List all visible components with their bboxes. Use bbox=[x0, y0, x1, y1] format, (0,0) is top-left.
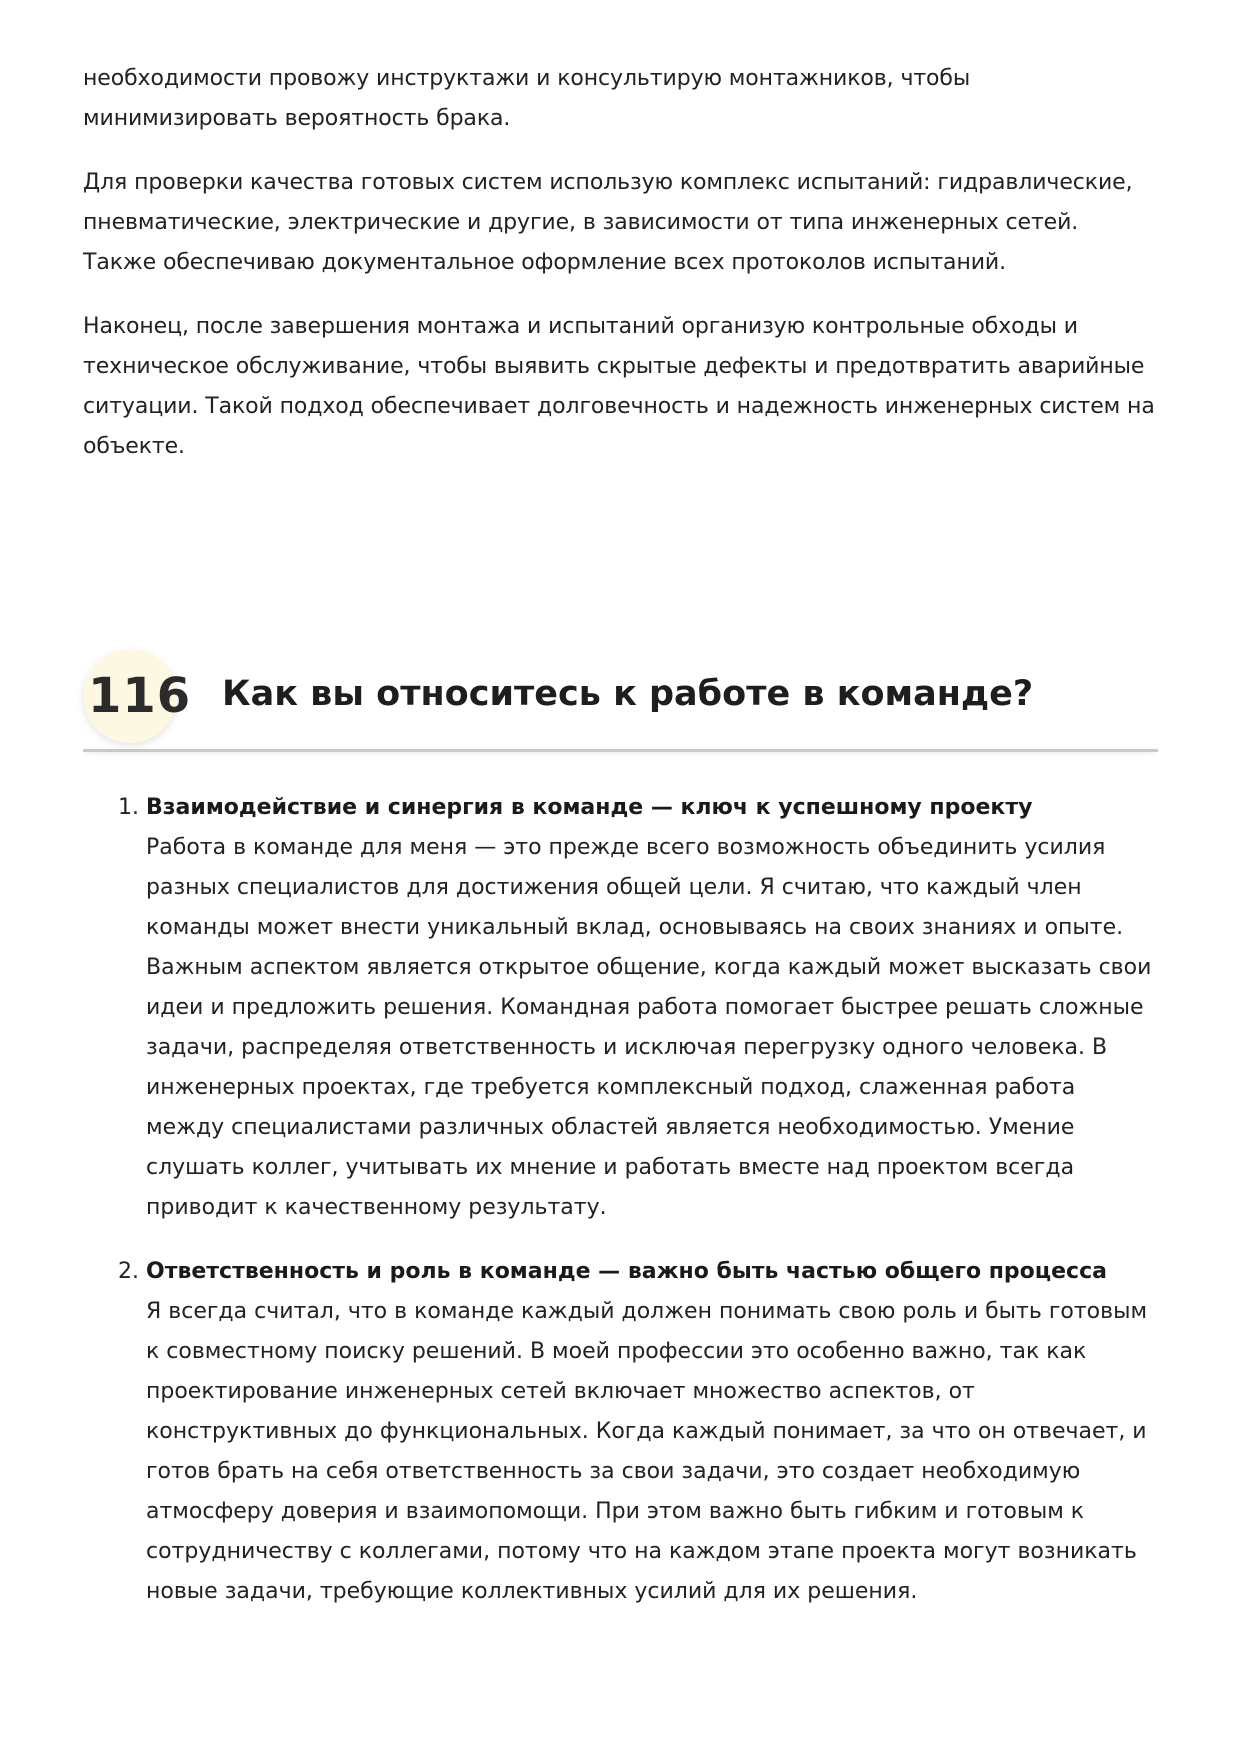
answer-number: 2. bbox=[118, 1259, 139, 1284]
answer-item bbox=[83, 788, 1158, 1228]
question-number-badge bbox=[83, 649, 192, 743]
answer-number: 1. bbox=[118, 795, 139, 820]
answer-text: Работа в команде для меня — это прежде всего возможность объединить усилия разных специалистов для достижения общей цели. Я считаю, что каждый член команды может внести уникальный вклад, основываясь на своих знаниях и опыте. Важным аспектом является открытое общение, когда каждый может высказать свои идеи и предложить решения. Командная работа помогает быстрее решать сложные задачи, распределяя ответственность и исключая перегрузку одного человека. В инженерных проектах, где требуется комплексный подход, слаженная работа между специалистами различных областей является необходимостью. Умение слушать коллег, учитывать их мнение и работать вместе над проектом всегда приводит к качественному результату. bbox=[146, 835, 1152, 1220]
intro-paragraph: Наконец, после завершения монтажа и испытаний организую контрольные обходы и техническое обслуживание, чтобы выявить скрытые дефекты и предотвратить аварийные ситуации. Такой подход обеспечивает долговечность и надежность инженерных систем на объекте. bbox=[83, 314, 1155, 459]
answer-title: Ответственность и роль в команде — важно быть частью общего процесса bbox=[146, 1259, 1107, 1284]
intro-paragraph: Для проверки качества готовых систем использую комплекс испытаний: гидравлические, пневматические, электрические и другие, в зависимости от типа инженерных сетей. Также обеспечиваю документальное оформление всех протоколов испытаний. bbox=[83, 170, 1133, 275]
answer-list bbox=[83, 788, 1158, 1636]
question-title: Как вы относитесь к работе в команде? bbox=[222, 674, 1034, 714]
question-header bbox=[83, 649, 1158, 752]
answer-text: Я всегда считал, что в команде каждый должен понимать свою роль и быть готовым к совместному поиску решений. В моей профессии это особенно важно, так как проектирование инженерных сетей включает множество аспектов, от конструктивных до функциональных. Когда каждый понимает, за что он отвечает, и готов брать на себя ответственность за свои задачи, это создает необходимую атмосферу доверия и взаимопомощи. При этом важно быть гибким и готовым к сотрудничеству с коллегами, потому что на каждом этапе проекта могут возникать новые задачи, требующие коллективных усилий для их решения. bbox=[146, 1299, 1148, 1604]
question-number: 116 bbox=[88, 668, 192, 724]
answer-title: Взаимодействие и синергия в команде — ключ к успешному проекту bbox=[146, 795, 1033, 820]
intro-section bbox=[83, 59, 1158, 491]
answer-item bbox=[83, 1252, 1158, 1612]
intro-paragraph: необходимости провожу инструктажи и консультирую монтажников, чтобы минимизировать вероятность брака. bbox=[83, 66, 971, 131]
